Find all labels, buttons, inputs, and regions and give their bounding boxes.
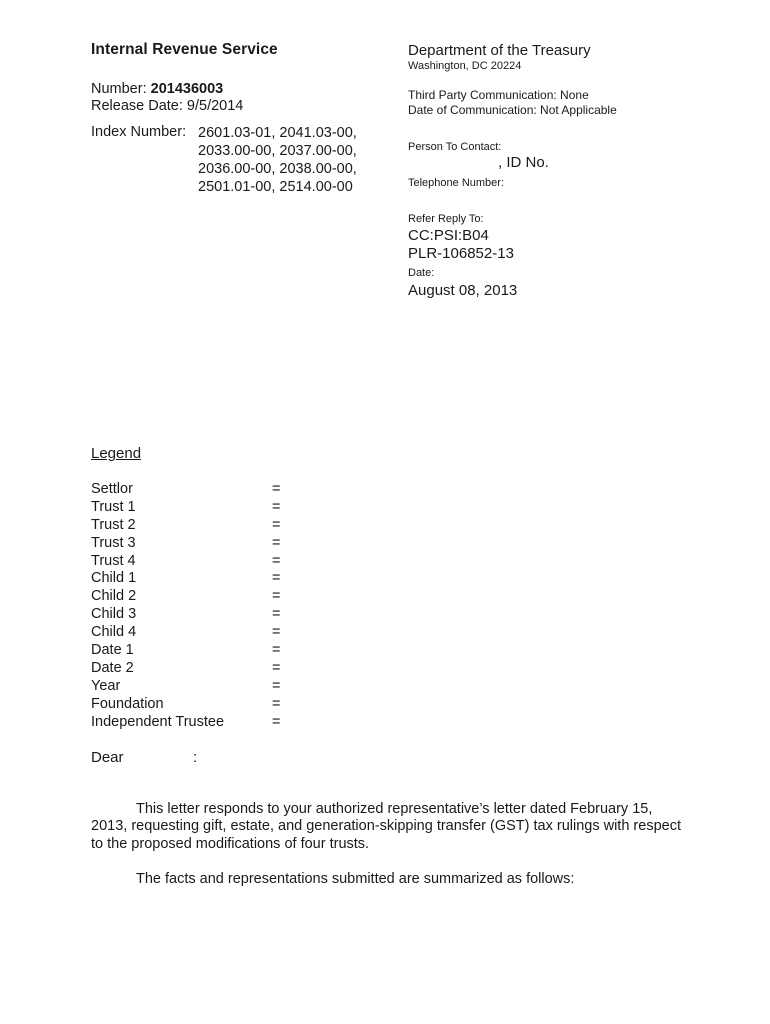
legend-term: Trust 3: [91, 534, 136, 551]
salutation-colon: :: [193, 749, 198, 766]
legend-term: Child 2: [91, 588, 137, 605]
legend-item: [91, 678, 291, 696]
legend-equals: =: [272, 552, 281, 569]
legend-term: Settlor: [91, 481, 133, 497]
legend-term: Child 1: [91, 570, 137, 587]
index-number-list: [198, 124, 357, 196]
legend-equals: =: [272, 534, 281, 551]
legend-equals: =: [272, 624, 281, 641]
legend-term: Trust 2: [91, 516, 136, 533]
agency-name: Internal Revenue Service: [91, 41, 278, 58]
telephone-label: Telephone Number:: [408, 177, 505, 189]
legend-list: [91, 481, 291, 731]
legend-equals: =: [272, 481, 281, 497]
legend-item: [91, 606, 291, 624]
legend-equals: =: [272, 606, 281, 623]
legend-item: [91, 714, 291, 732]
release-date: Release Date: 9/5/2014: [91, 98, 244, 114]
legend-item: [91, 696, 291, 714]
legend-equals: =: [272, 588, 281, 605]
legend-equals: =: [272, 713, 281, 730]
legend-title: Legend: [91, 445, 142, 462]
legend-equals: =: [272, 642, 281, 659]
legend-item: [91, 624, 291, 642]
letter-date: August 08, 2013: [408, 282, 518, 299]
legend-term: Year: [91, 677, 121, 694]
plr-number: PLR-106852-13: [408, 245, 514, 262]
refer-reply-label: Refer Reply To:: [408, 213, 484, 225]
legend-term: Date 2: [91, 659, 134, 676]
date-of-communication: Date of Communication: Not Applicable: [408, 103, 617, 117]
legend-term: Trust 4: [91, 552, 136, 569]
legend-term: Child 3: [91, 606, 137, 623]
legend-item: [91, 588, 291, 606]
third-party-communication: Third Party Communication: None: [408, 88, 589, 102]
legend-equals: =: [272, 516, 281, 533]
refer-code: CC:PSI:B04: [408, 227, 489, 244]
legend-term: Independent Trustee: [91, 713, 225, 730]
index-line: 2033.00-00, 2037.00-00,: [198, 143, 357, 159]
department-name: Department of the Treasury: [408, 42, 591, 59]
legend-equals: =: [272, 659, 281, 676]
legend-item: [91, 660, 291, 678]
legend-equals: =: [272, 570, 281, 587]
legend-equals: =: [272, 695, 281, 712]
legend-term: Foundation: [91, 695, 164, 712]
salutation: Dear: [91, 749, 124, 766]
legend-item: [91, 642, 291, 660]
person-to-contact-label: Person To Contact:: [408, 141, 502, 153]
number-value: 201436003: [150, 81, 224, 97]
number-label: Number:: [91, 81, 147, 97]
body-paragraph-1: This letter responds to your authorized representative’s letter dated February 15, 2013, requesting gift, estate, and generation-skipping transfer (GST) tax rulings with respect to the proposed modifications of four trusts.: [91, 800, 681, 852]
date-label: Date:: [408, 267, 435, 279]
legend-equals: =: [272, 498, 281, 515]
index-line: 2036.00-00, 2038.00-00,: [198, 161, 357, 177]
legend-item: [91, 553, 291, 571]
ruling-number: [91, 81, 223, 97]
legend-term: Date 1: [91, 642, 134, 659]
index-number-label: Index Number:: [91, 124, 187, 140]
legend-item: [91, 535, 291, 553]
index-line: 2501.01-00, 2514.00-00: [198, 179, 353, 195]
body-paragraph-2: The facts and representations submitted are summarized as follows:: [136, 870, 575, 887]
legend-equals: =: [272, 677, 281, 694]
legend-item: [91, 517, 291, 535]
legend-item: [91, 570, 291, 588]
department-location: Washington, DC 20224: [408, 60, 522, 72]
legend-item: [91, 481, 291, 499]
legend-term: Child 4: [91, 624, 137, 641]
index-line: 2601.03-01, 2041.03-00,: [198, 125, 357, 141]
legend-term: Trust 1: [91, 498, 136, 515]
id-number-label: , ID No.: [498, 154, 549, 171]
legend-item: [91, 499, 291, 517]
